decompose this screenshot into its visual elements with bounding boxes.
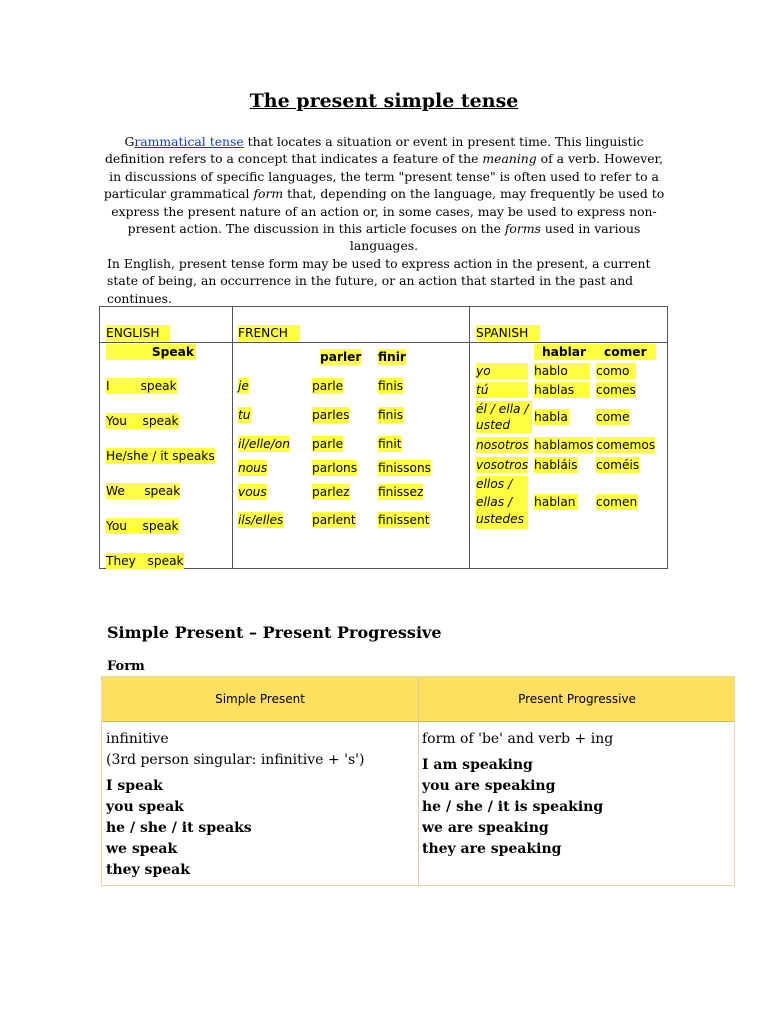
simple-present-line: we speak xyxy=(106,841,178,857)
intro-paragraph: Grammatical tense that locates a situation or event in present time. This linguistic definition refers to a concept that indicates a feature of the meaning of a verb. However, in discussions of specific languages, the term "present tense" is often used to refer to a particular grammatical form that, depending on the language, may frequently be used to express the present nature of an action or, in some cases, may be used to express non-present action. The discussion in this article focuses on the forms used in various languages. xyxy=(103,134,665,254)
spanish-comer-form: comes xyxy=(596,383,636,397)
spanish-hablar-form: hablas xyxy=(534,382,590,398)
spanish-pronoun: yo xyxy=(476,363,528,379)
spanish-pronoun: nosotros xyxy=(476,438,529,452)
french-header: FRENCH xyxy=(238,325,300,341)
spanish-pronoun: él / ella / usted xyxy=(476,401,532,433)
present-progressive-line: form of 'be' and verb + ing xyxy=(422,731,614,747)
french-verb-finir: finir xyxy=(378,350,406,364)
french-verb-parler: parler xyxy=(320,350,362,364)
spanish-hablar-form: hablo xyxy=(534,363,590,379)
spanish-pronoun: ellos / ellas / ustedes xyxy=(476,476,528,529)
french-parler-form: parlent xyxy=(312,513,356,527)
french-finir-form: finis xyxy=(378,379,404,393)
simple-present-line: infinitive xyxy=(106,731,169,747)
present-progressive-line: we are speaking xyxy=(422,820,549,836)
spanish-comer-form: come xyxy=(596,410,630,424)
french-pronoun: je xyxy=(238,379,249,393)
english-row: I speak xyxy=(106,379,177,393)
spanish-comer-form: comen xyxy=(596,495,638,509)
column-divider xyxy=(418,677,419,885)
simple-present-line: I speak xyxy=(106,778,163,794)
header-divider xyxy=(100,342,667,343)
section-title: Simple Present – Present Progressive xyxy=(107,623,442,642)
simple-present-line: you speak xyxy=(106,799,184,815)
english-row: They speak xyxy=(106,554,184,568)
french-parler-form: parles xyxy=(312,408,350,422)
present-progressive-line: you are speaking xyxy=(422,778,556,794)
english-row: You speak xyxy=(106,414,179,428)
spanish-pronoun: vosotros xyxy=(476,458,529,472)
simple-present-line: they speak xyxy=(106,862,190,878)
spanish-comer-form: coméis xyxy=(596,458,640,472)
present-progressive-line: he / she / it is speaking xyxy=(422,799,604,815)
spanish-pronoun: tú xyxy=(476,382,528,398)
spanish-hablar-form: habláis xyxy=(534,458,578,472)
form-table xyxy=(101,676,735,886)
present-progressive-line: I am speaking xyxy=(422,757,533,773)
column-divider xyxy=(232,307,233,568)
form-label: Form xyxy=(107,659,145,674)
spanish-comer-form: como xyxy=(596,363,636,379)
french-pronoun: il/elle/on xyxy=(238,437,290,451)
simple-present-line: (3rd person singular: infinitive + 's') xyxy=(106,752,365,768)
french-pronoun: vous xyxy=(238,485,267,499)
english-row: He/she / it speaks xyxy=(106,449,215,463)
french-pronoun: nous xyxy=(238,461,268,475)
simple-present-header: Simple Present xyxy=(215,692,305,706)
english-row: You speak xyxy=(106,519,179,533)
french-finir-form: finissent xyxy=(378,513,430,527)
spanish-hablar-form: hablan xyxy=(534,494,578,510)
spanish-header: SPANISH xyxy=(476,325,540,341)
french-finir-form: finis xyxy=(378,408,404,422)
french-pronoun: ils/elles xyxy=(238,513,284,527)
spanish-verb-comer: comer xyxy=(596,344,656,360)
grammatical-tense-link[interactable]: rammatical tense xyxy=(134,134,244,149)
french-finir-form: finissez xyxy=(378,485,424,499)
english-usage-paragraph: In English, present tense form may be used to express action in the present, a current state of being, an occurrence in the future, or an action that started in the past and continues. xyxy=(107,256,651,306)
simple-present-line: he / she / it speaks xyxy=(106,820,252,836)
french-parler-form: parlez xyxy=(312,485,350,499)
spanish-hablar-form: hablamos xyxy=(534,438,594,452)
spanish-hablar-form: habla xyxy=(534,409,570,425)
french-finir-form: finit xyxy=(378,437,402,451)
french-parler-form: parle xyxy=(312,379,344,393)
french-finir-form: finissons xyxy=(378,461,432,475)
french-parler-form: parlons xyxy=(312,461,358,475)
conjugation-table xyxy=(99,306,668,569)
french-parler-form: parle xyxy=(312,437,344,451)
english-verb: Speak xyxy=(106,344,196,360)
present-progressive-line: they are speaking xyxy=(422,841,562,857)
french-pronoun: tu xyxy=(238,408,251,422)
spanish-verb-hablar: hablar xyxy=(534,344,596,360)
page-title: The present simple tense xyxy=(249,90,519,112)
column-divider xyxy=(469,307,470,568)
present-progressive-header: Present Progressive xyxy=(518,692,636,706)
spanish-comer-form: comemos xyxy=(596,438,656,452)
english-header: ENGLISH xyxy=(106,325,170,341)
english-row: We speak xyxy=(106,484,181,498)
